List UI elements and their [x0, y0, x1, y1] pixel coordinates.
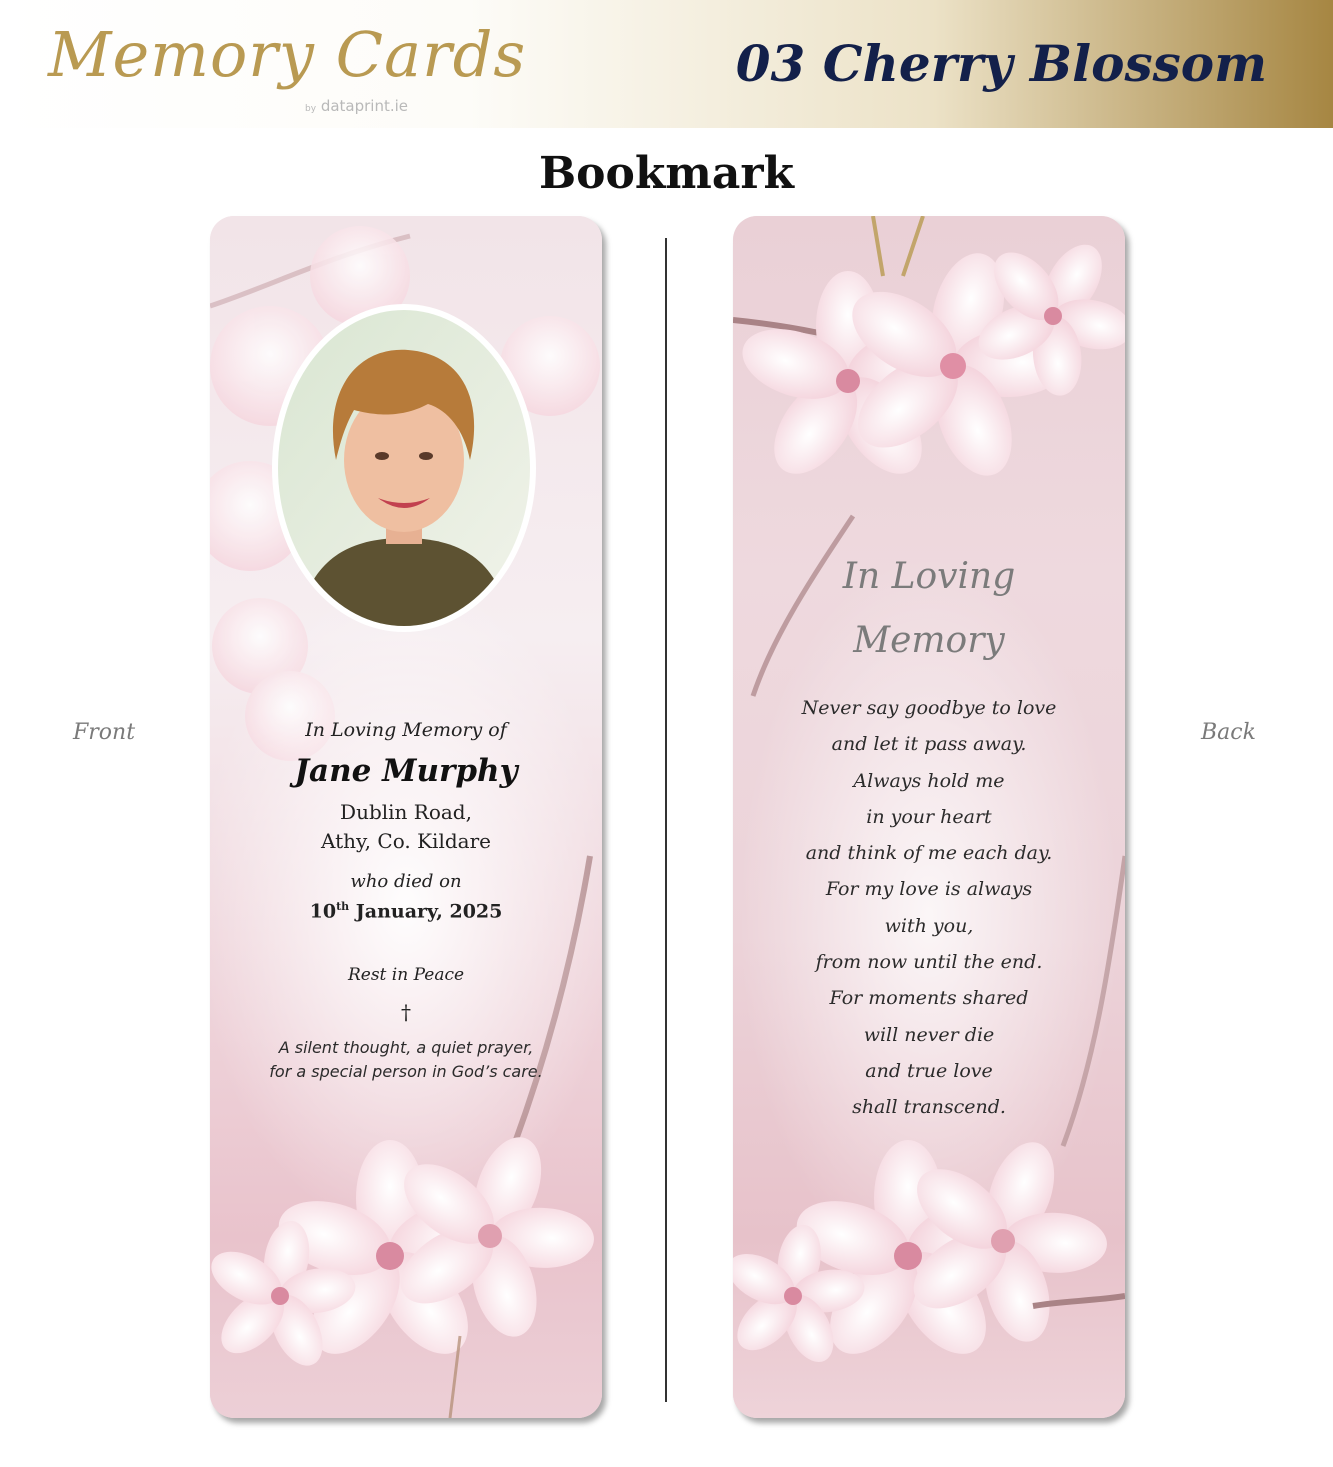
portrait-photo: [272, 304, 536, 632]
section-title: Bookmark: [538, 148, 795, 199]
design-name: 03 Cherry Blossom: [735, 34, 1267, 93]
verse-line-2: for a special person in God’s care.: [269, 1062, 543, 1081]
poem-line: Always hold me: [853, 769, 1005, 792]
back-label: Back: [1201, 720, 1256, 745]
deceased-name: Jane Murphy: [294, 753, 518, 789]
poem-line: with you,: [884, 914, 974, 937]
poem-line: For my love is always: [825, 878, 1033, 901]
header-banner: [0, 0, 1333, 128]
poem-line: and true love: [865, 1059, 993, 1082]
date-rest: January, 2025: [349, 900, 503, 923]
cross-icon: †: [401, 1000, 411, 1024]
date-of-death: [210, 900, 602, 922]
died-label: who died on: [350, 871, 462, 892]
bookmark-back: [733, 216, 1125, 1418]
verse-line-1: A silent thought, a quiet prayer,: [278, 1038, 534, 1057]
center-divider: [665, 238, 667, 1402]
in-loving-memory-intro: In Loving Memory of: [305, 719, 507, 741]
portrait-image: [278, 310, 530, 626]
poem-line: from now until the end.: [815, 951, 1043, 974]
date-day: 10: [309, 900, 337, 923]
poem-line: Never say goodbye to love: [801, 697, 1057, 719]
address-line-1: Dublin Road,: [340, 800, 472, 824]
poem: [733, 690, 1125, 1126]
poem-line: shall transcend.: [852, 1096, 1006, 1119]
poem-line: and let it pass away.: [831, 733, 1027, 756]
address-line-2: Athy, Co. Kildare: [321, 829, 491, 853]
verse: [210, 1036, 602, 1084]
brand-logo-text: Memory Cards: [48, 18, 527, 91]
poem-line: in your heart: [866, 805, 992, 828]
rest-in-peace: Rest in Peace: [347, 965, 465, 985]
front-label: Front: [73, 720, 136, 745]
date-suffix: th: [336, 900, 350, 913]
brand-subtitle-prefix: by: [305, 104, 317, 114]
back-title-line-2: Memory: [853, 620, 1005, 661]
bookmark-front: [210, 216, 602, 1418]
brand-subtitle: [305, 97, 408, 115]
back-title-line-1: In Loving: [842, 556, 1016, 597]
poem-line: will never die: [863, 1023, 995, 1046]
brand-subtitle-domain: dataprint.ie: [320, 97, 409, 115]
poem-line: and think of me each day.: [805, 842, 1053, 865]
poem-line: For moments shared: [829, 987, 1029, 1010]
